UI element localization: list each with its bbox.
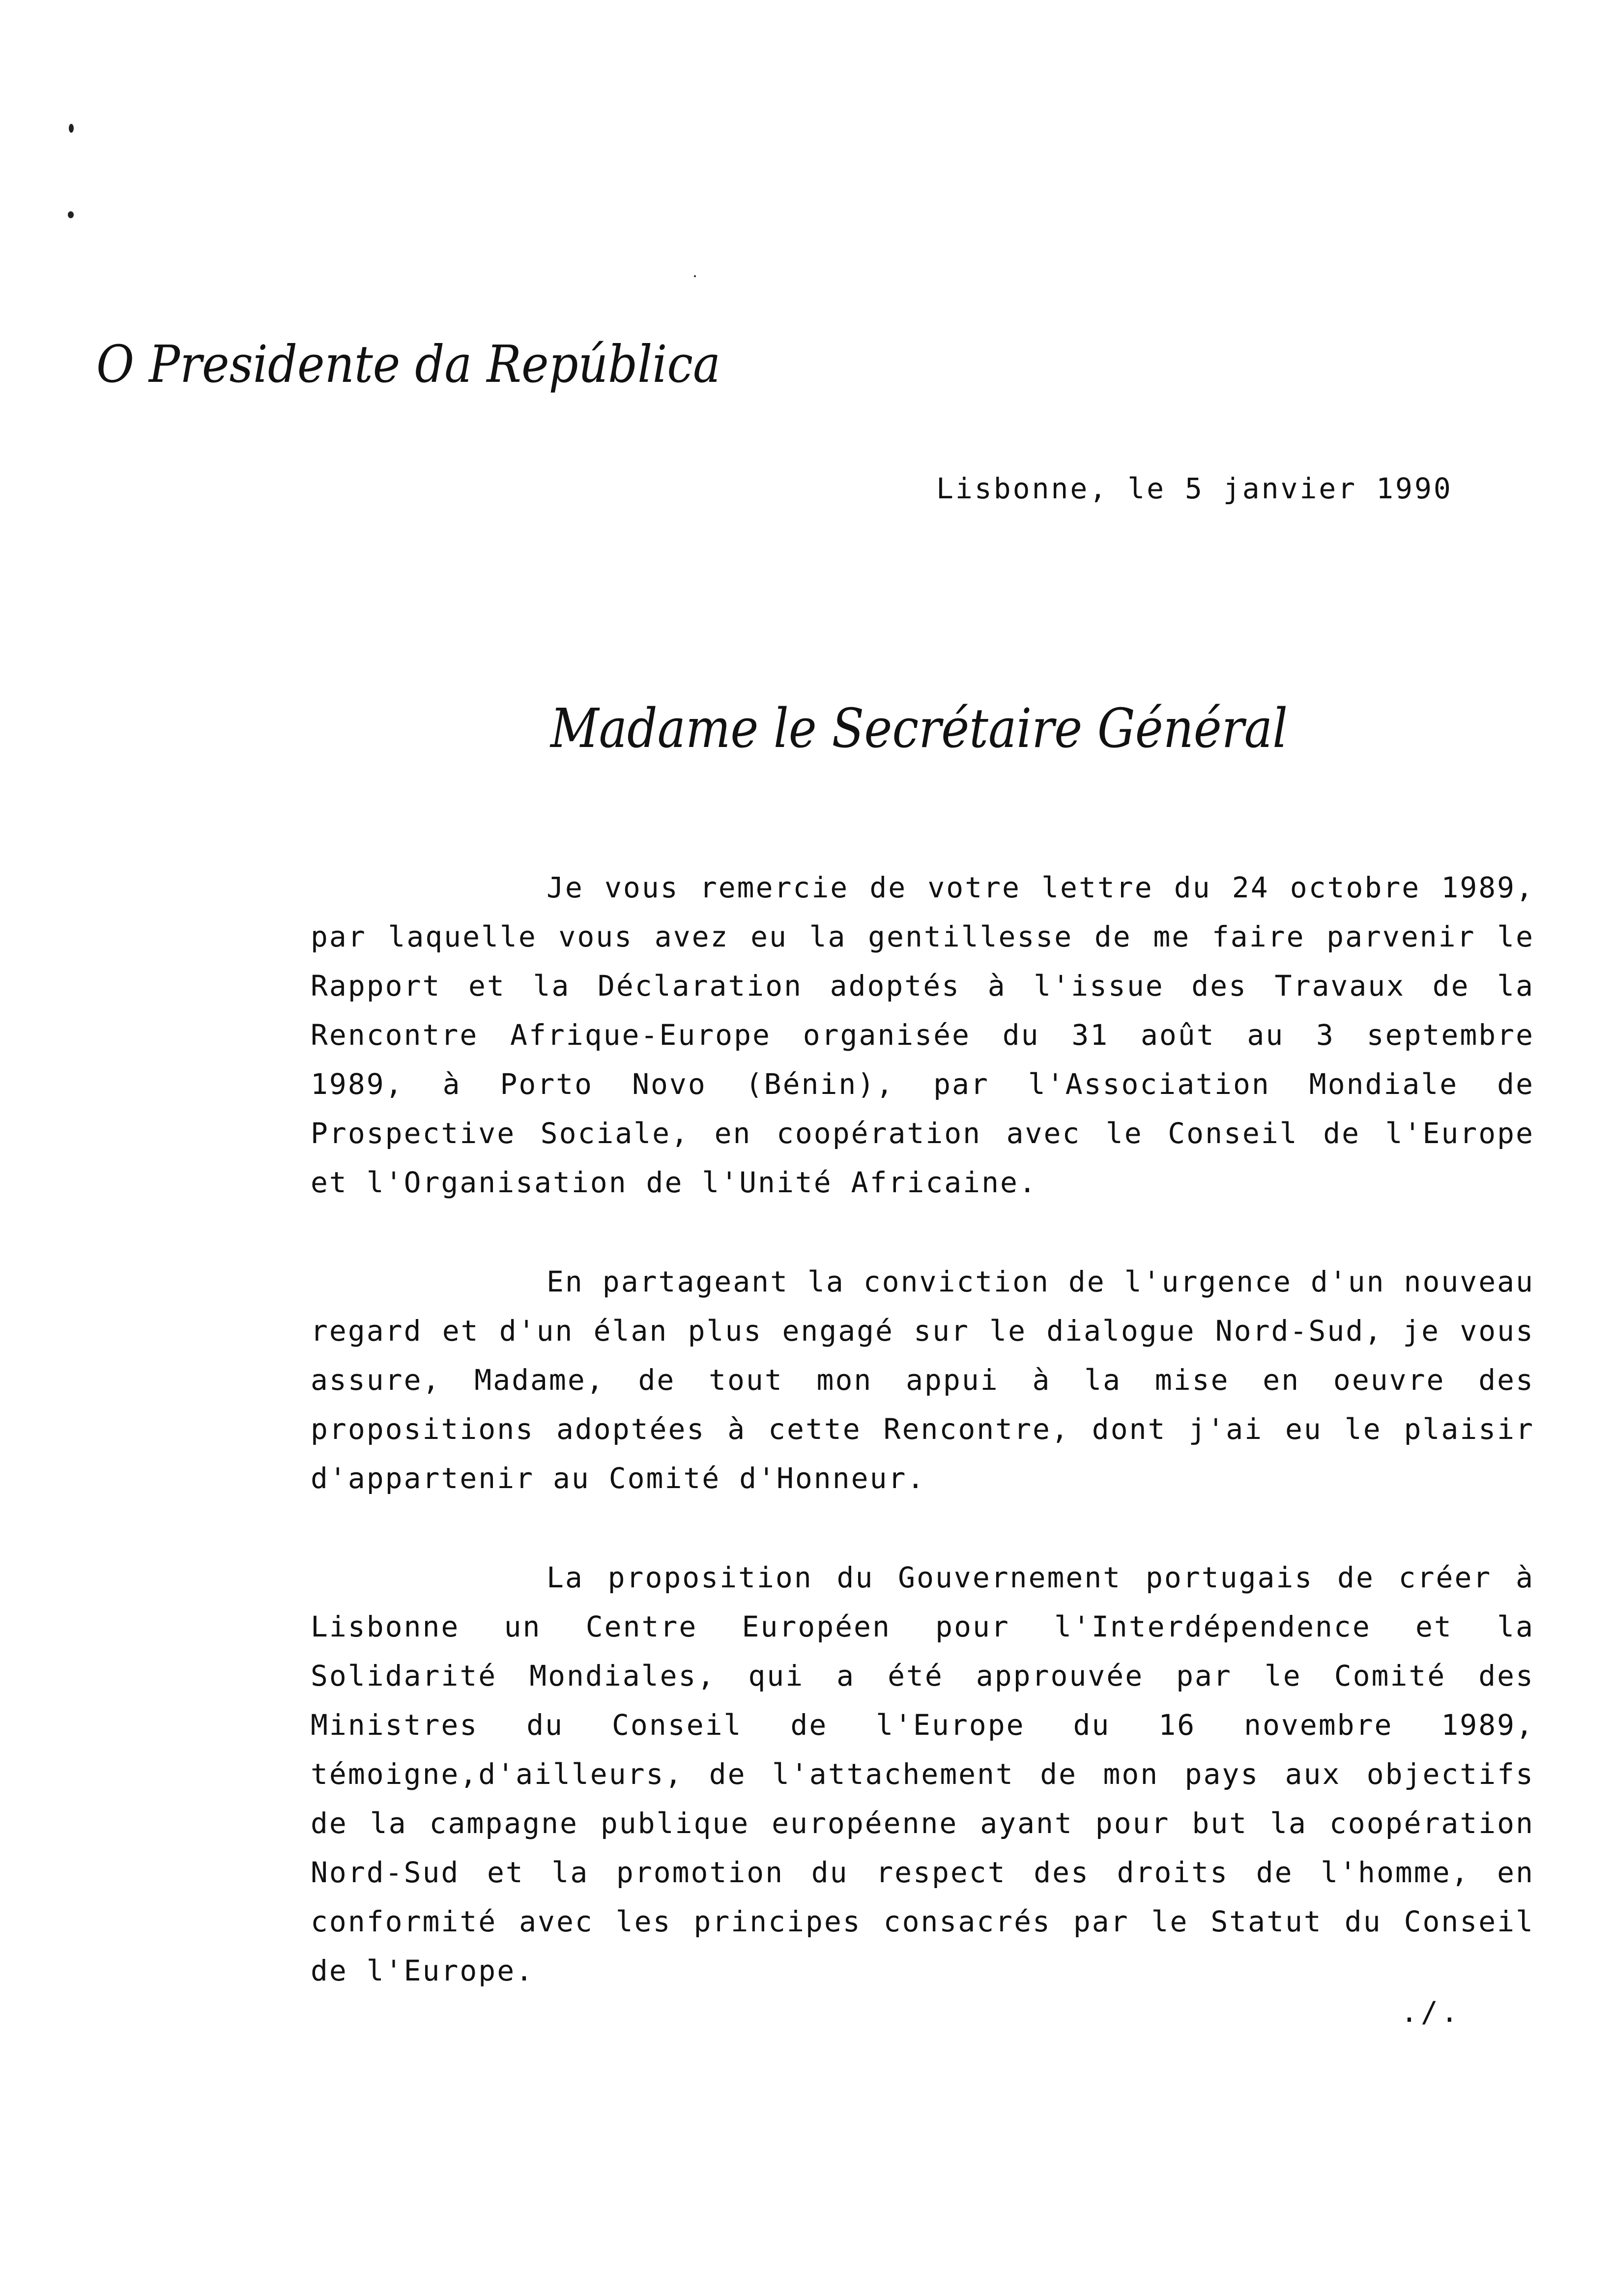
paragraph-text: Je vous remercie de votre lettre du 24 octobre 1989, par laquelle vous avez eu la gentillesse de me faire parvenir le Rapport et la Déclaration adoptés à l'issue des Travaux de la Rencontre Afrique-Europe organisée du 31 août au 3 septembre 1989, à Porto Novo (Bénin), par l'Association Mondiale de Prospective Sociale, en coopération avec le Conseil de l'Europe et l'Organisation de l'Unité Africaine. (311, 871, 1534, 1199)
body-paragraph (311, 863, 1534, 1207)
dateline: Lisbonne, le 5 janvier 1990 (936, 472, 1453, 505)
scan-speck (69, 124, 74, 133)
letterhead (96, 327, 725, 405)
letterhead-text: O Presidente da República (96, 334, 720, 394)
salutation (550, 678, 1297, 776)
salutation-handwriting (550, 678, 1297, 776)
paragraph-text: En partageant la conviction de l'urgence d'un nouveau regard et d'un élan plus engagé sur le dialogue Nord-Sud, je vous assure, Madame, de tout mon appui à la mise en oeuvre des propositions adoptées à cette Rencontre, dont j'ai eu le plaisir d'appartenir au Comité d'Honneur. (311, 1265, 1534, 1495)
letterhead-script (96, 327, 725, 405)
scan-speck (68, 211, 74, 218)
continuation-mark: ./. (1401, 1995, 1461, 2029)
salutation-text: Madame le Secrétaire Général (549, 697, 1288, 760)
body-paragraph (311, 1553, 1534, 1995)
paragraph-text: La proposition du Gouvernement portugais de créer à Lisbonne un Centre Européen pour l'Interdépendence et la Solidarité Mondiales, qui a été approuvée par le Comité des Ministres du Conseil de l'Europe du 16 novembre 1989, témoigne,d'ailleurs, de l'attachement de mon pays aux objectifs de la campagne publique européenne ayant pour but la coopération Nord-Sud et la promotion du respect des droits de l'homme, en conformité avec les principes consacrés par le Statut du Conseil de l'Europe. (311, 1561, 1534, 1987)
scan-speck (694, 275, 696, 277)
body-paragraph (311, 1257, 1534, 1503)
